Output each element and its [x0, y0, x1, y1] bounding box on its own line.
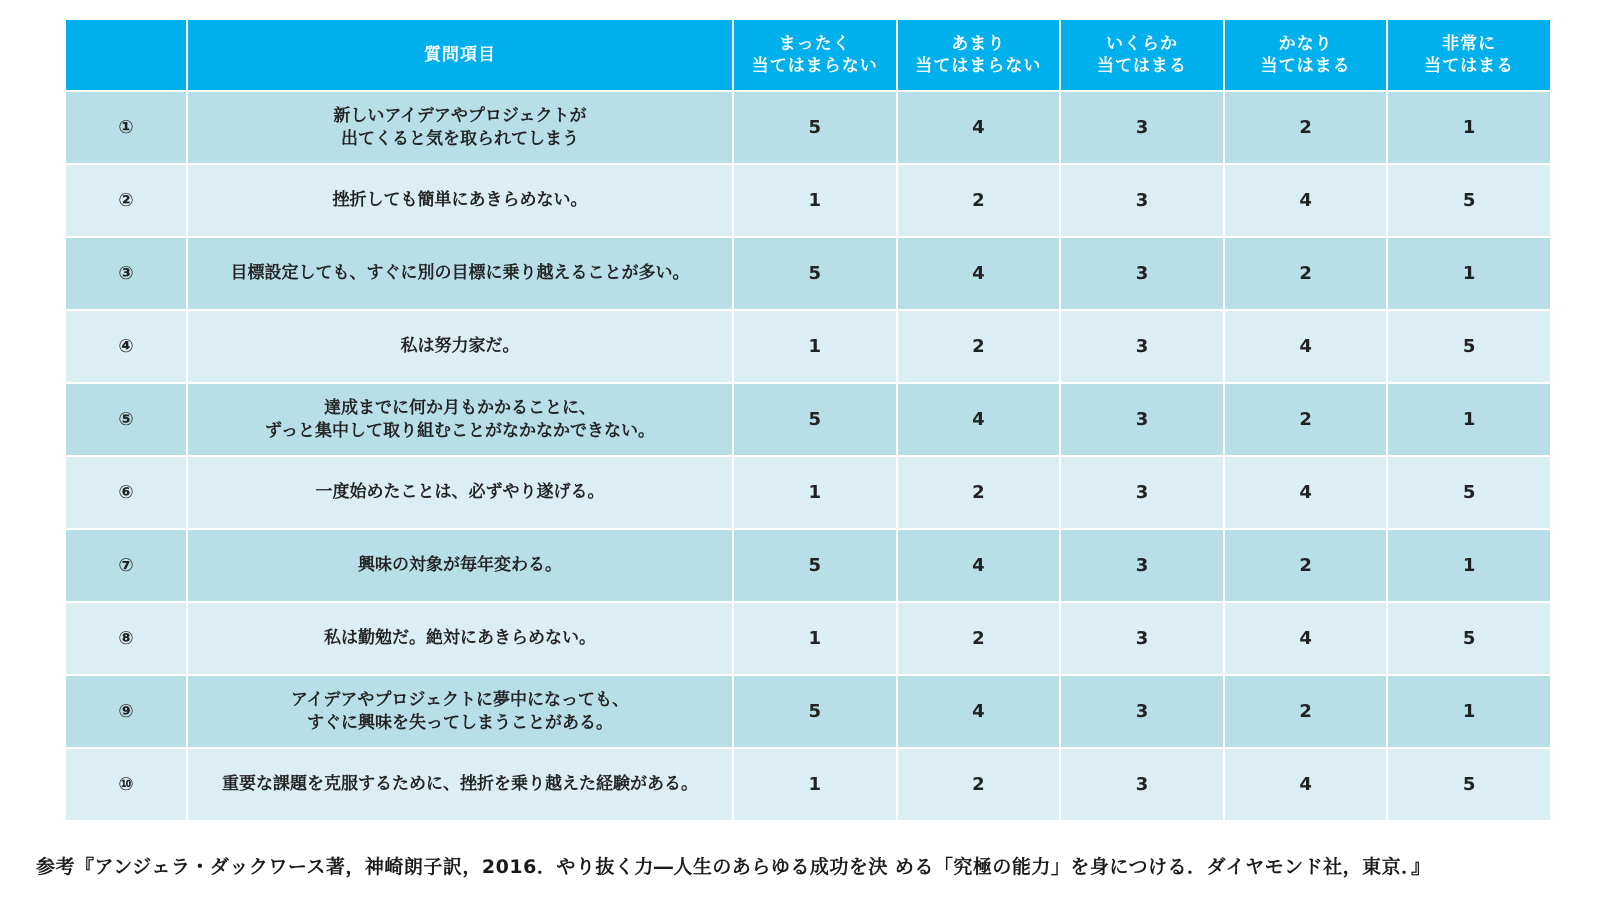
question-text: 新しいアイデアやプロジェクトが 出てくると気を取られてしまう — [187, 91, 733, 164]
question-text: 一度始めたことは、必ずやり遂げる。 — [187, 456, 733, 529]
score-cell: 3 — [1060, 164, 1224, 237]
score-cell: 4 — [897, 91, 1061, 164]
score-cell: 4 — [1224, 748, 1388, 821]
table-row — [65, 529, 1551, 602]
header-question-item: 質問項目 — [187, 19, 733, 91]
score-cell: 4 — [897, 675, 1061, 748]
table-body — [65, 91, 1551, 821]
header-option-mostly: かなり 当てはまる — [1224, 19, 1388, 91]
score-cell: 5 — [1387, 602, 1551, 675]
table-row — [65, 456, 1551, 529]
question-number: ③ — [65, 237, 187, 310]
table-row — [65, 748, 1551, 821]
score-cell: 1 — [1387, 529, 1551, 602]
score-cell: 1 — [733, 456, 897, 529]
table-header-row — [65, 19, 1551, 91]
score-cell: 2 — [1224, 383, 1388, 456]
score-cell: 2 — [1224, 237, 1388, 310]
score-cell: 1 — [1387, 91, 1551, 164]
score-cell: 3 — [1060, 456, 1224, 529]
header-option-somewhat: いくらか 当てはまる — [1060, 19, 1224, 91]
score-cell: 5 — [1387, 456, 1551, 529]
score-cell: 3 — [1060, 529, 1224, 602]
table-row — [65, 310, 1551, 383]
score-cell: 2 — [1224, 91, 1388, 164]
score-cell: 1 — [733, 748, 897, 821]
score-cell: 1 — [1387, 237, 1551, 310]
score-cell: 3 — [1060, 383, 1224, 456]
question-number: ① — [65, 91, 187, 164]
score-cell: 1 — [733, 602, 897, 675]
question-number: ⑥ — [65, 456, 187, 529]
question-text: 達成までに何か月もかかることに、 ずっと集中して取り組むことがなかなかできない。 — [187, 383, 733, 456]
question-number: ⑩ — [65, 748, 187, 821]
table-row — [65, 602, 1551, 675]
question-text: 私は勤勉だ。絶対にあきらめない。 — [187, 602, 733, 675]
table-row — [65, 237, 1551, 310]
score-cell: 4 — [897, 529, 1061, 602]
score-cell: 3 — [1060, 748, 1224, 821]
score-cell: 4 — [1224, 602, 1388, 675]
score-cell: 1 — [1387, 383, 1551, 456]
score-cell: 4 — [1224, 310, 1388, 383]
score-cell: 5 — [733, 529, 897, 602]
question-number: ④ — [65, 310, 187, 383]
question-text: 興味の対象が毎年変わる。 — [187, 529, 733, 602]
score-cell: 1 — [1387, 675, 1551, 748]
question-text: アイデアやプロジェクトに夢中になっても、 すぐに興味を失ってしまうことがある。 — [187, 675, 733, 748]
question-text: 目標設定しても、すぐに別の目標に乗り越えることが多い。 — [187, 237, 733, 310]
header-option-not-much: あまり 当てはまらない — [897, 19, 1061, 91]
header-option-very-much: 非常に 当てはまる — [1387, 19, 1551, 91]
score-cell: 5 — [733, 675, 897, 748]
reference-citation: 参考『アンジェラ・ダックワース著，神崎朗子訳，2016．やり抜く力―人生のあらゆる成功を決 める「究極の能力」を身につける．ダイヤモンド社，東京．』 — [36, 856, 1431, 878]
score-cell: 2 — [1224, 675, 1388, 748]
score-cell: 5 — [1387, 748, 1551, 821]
question-text: 私は努力家だ。 — [187, 310, 733, 383]
header-option-not-at-all: まったく 当てはまらない — [733, 19, 897, 91]
score-cell: 4 — [897, 383, 1061, 456]
question-number: ⑧ — [65, 602, 187, 675]
table-row — [65, 164, 1551, 237]
score-cell: 4 — [1224, 456, 1388, 529]
table-row — [65, 91, 1551, 164]
score-cell: 1 — [733, 164, 897, 237]
table-row — [65, 383, 1551, 456]
score-cell: 2 — [897, 456, 1061, 529]
score-cell: 5 — [1387, 164, 1551, 237]
table-row — [65, 675, 1551, 748]
question-text: 挫折しても簡単にあきらめない。 — [187, 164, 733, 237]
score-cell: 4 — [1224, 164, 1388, 237]
score-cell: 5 — [733, 237, 897, 310]
score-cell: 3 — [1060, 91, 1224, 164]
score-cell: 4 — [897, 237, 1061, 310]
question-text: 重要な課題を克服するために、挫折を乗り越えた経験がある。 — [187, 748, 733, 821]
question-number: ⑦ — [65, 529, 187, 602]
question-number: ⑤ — [65, 383, 187, 456]
score-cell: 2 — [897, 310, 1061, 383]
score-cell: 1 — [733, 310, 897, 383]
score-cell: 2 — [897, 164, 1061, 237]
score-cell: 3 — [1060, 602, 1224, 675]
score-cell: 3 — [1060, 675, 1224, 748]
score-cell: 3 — [1060, 310, 1224, 383]
question-number: ⑨ — [65, 675, 187, 748]
score-cell: 3 — [1060, 237, 1224, 310]
score-cell: 5 — [733, 383, 897, 456]
question-number: ② — [65, 164, 187, 237]
grit-survey-table — [64, 18, 1552, 822]
score-cell: 2 — [897, 602, 1061, 675]
score-cell: 2 — [1224, 529, 1388, 602]
score-cell: 5 — [1387, 310, 1551, 383]
score-cell: 2 — [897, 748, 1061, 821]
header-blank-cell — [65, 19, 187, 91]
score-cell: 5 — [733, 91, 897, 164]
